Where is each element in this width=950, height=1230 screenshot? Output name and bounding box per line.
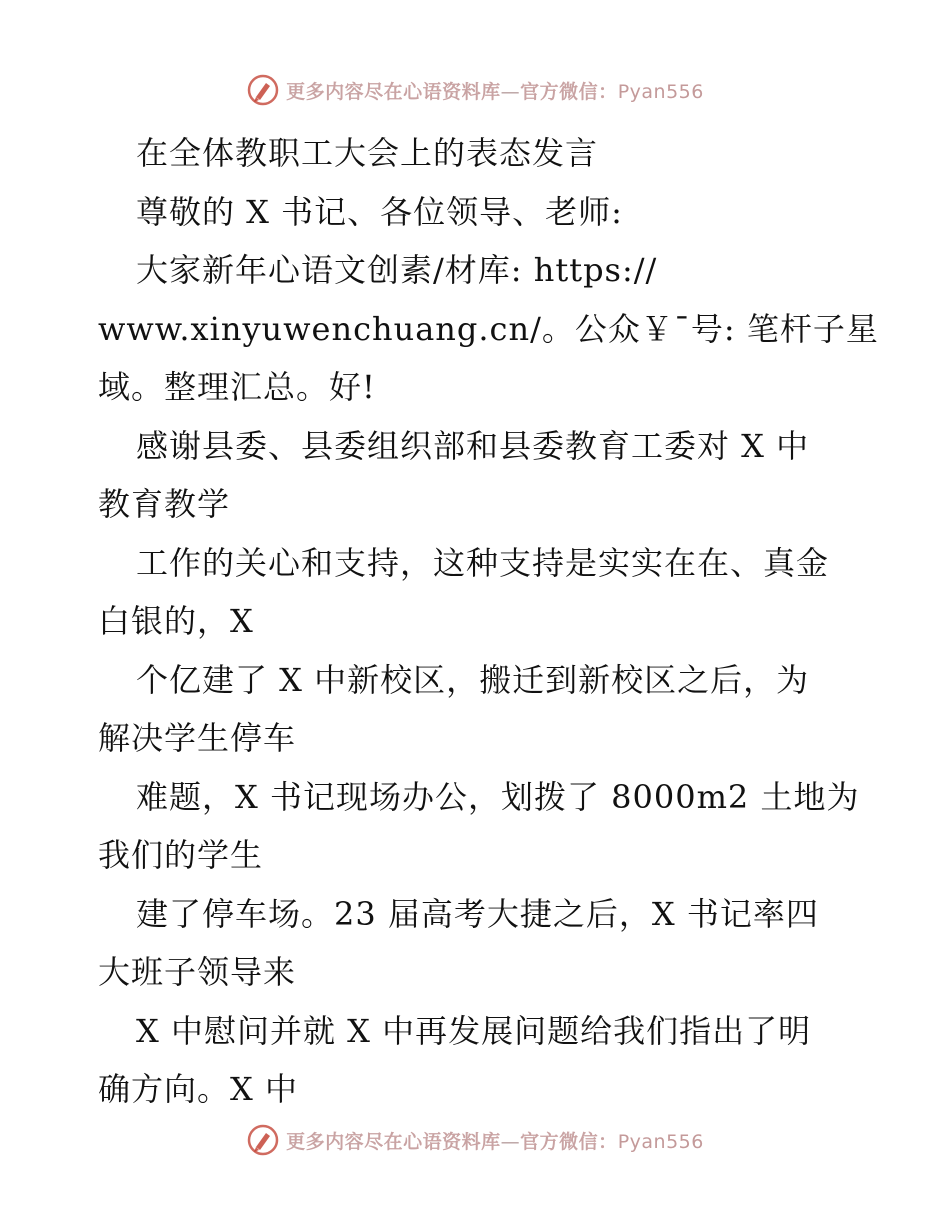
text-line: 白银的，X (98, 602, 254, 640)
banner-official-text: 官方微信： (520, 1130, 618, 1153)
banner-official-text: 官方微信： (520, 80, 618, 103)
text-line: 我们的学生 (98, 836, 264, 874)
text-line: 大班子领导来 (98, 953, 297, 991)
banner-main-text: 更多内容尽在心语资料库 (286, 80, 501, 103)
pen-logo-icon (246, 73, 280, 107)
banner-account-id: Pyan556 (617, 1130, 704, 1153)
text-line: 难题，X 书记现场办公，划拨了 8000m2 土地为 (136, 777, 860, 816)
text-line: 工作的关心和支持，这种支持是实实在在、真金 (136, 543, 830, 582)
text-line: 尊敬的 X 书记、各位领导、老师: (136, 192, 623, 231)
text-line: 大家新年心语文创素/材库: https:// (136, 251, 658, 289)
text-line: 确方向。X 中 (98, 1070, 298, 1108)
banner-account-id: Pyan556 (617, 80, 704, 103)
banner-dash: — (500, 1130, 521, 1153)
banner-dash: — (500, 80, 521, 103)
text-line: 感谢县委、县委组织部和县委教育工委对 X 中 (136, 426, 810, 465)
banner-main-text: 更多内容尽在心语资料库 (286, 1130, 501, 1153)
text-line: 教育教学 (98, 485, 231, 523)
banner-text (286, 77, 704, 104)
header-banner (0, 70, 950, 110)
banner-text (286, 1127, 704, 1154)
text-line: 解决学生停车 (98, 719, 297, 757)
text-line: 建了停车场。23 届高考大捷之后，X 书记率四 (136, 894, 819, 933)
text-line: www.xinyuwenchuang.cn/。公众￥¯号: 笔杆子星 (98, 309, 879, 348)
text-line: 在全体教职工大会上的表态发言 (136, 134, 599, 172)
pen-logo-icon (246, 1123, 280, 1157)
text-line: X 中慰问并就 X 中再发展问题给我们指出了明 (136, 1011, 812, 1050)
document-body (98, 124, 879, 1119)
footer-banner (0, 1120, 950, 1160)
text-line: 域。整理汇总。好! (98, 368, 376, 406)
text-line: 个亿建了 X 中新校区，搬迁到新校区之后，为 (136, 660, 810, 699)
